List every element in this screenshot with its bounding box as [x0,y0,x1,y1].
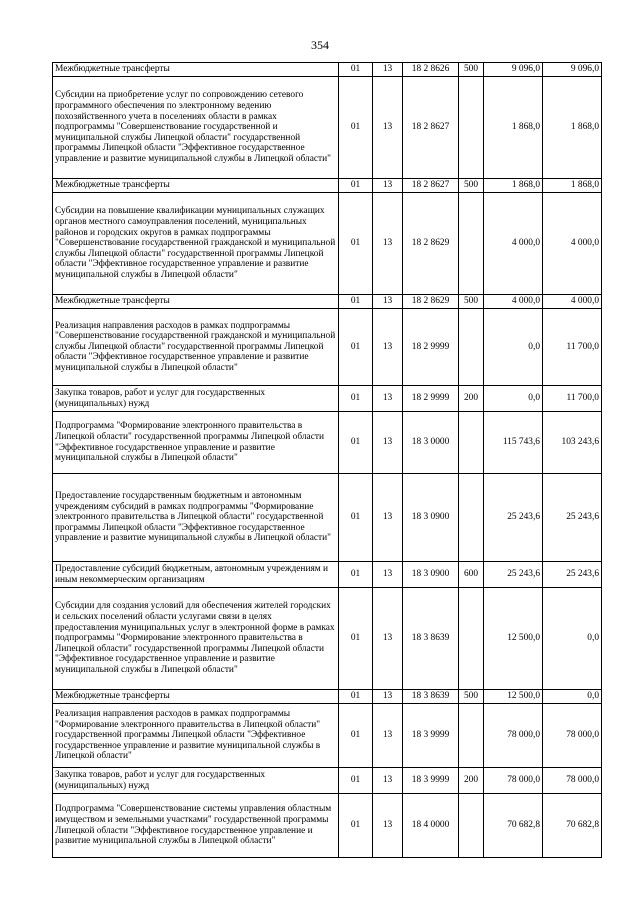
row-section: 01 [339,63,373,77]
row-name: Реализация направления расходов в рамках подпрограммы "Совершенствование государственной гражданской и муниципальной службы Липецкой области" государственной программы Липецкой области "Эффективное государственное управление и развитие муниципальной службы в Липецкой области" [53,309,339,386]
row-target-article: 18 3 0900 [403,474,459,562]
row-amount-1: 25 243,6 [484,562,543,588]
table-row [53,309,602,386]
table-row [53,179,602,193]
row-expense-type: 500 [459,690,484,704]
row-subsection: 13 [373,193,403,295]
row-expense-type: 500 [459,295,484,309]
row-expense-type [459,474,484,562]
table-row [53,412,602,474]
row-subsection: 13 [373,77,403,179]
row-expense-type: 200 [459,386,484,412]
row-expense-type: 200 [459,768,484,794]
row-target-article: 18 2 8627 [403,179,459,193]
row-target-article: 18 3 0900 [403,562,459,588]
row-amount-1: 25 243,6 [484,474,543,562]
row-expense-type: 500 [459,179,484,193]
row-section: 01 [339,193,373,295]
row-section: 01 [339,412,373,474]
row-name: Предоставление государственным бюджетным и автономным учреждениям субсидий в рамках подпрограммы "Формирование электронного правительства в Липецкой области" государственной программы Липецкой области "Эффективное государственное управление и развитие муниципальной службы в Липецкой области" [53,474,339,562]
row-name: Межбюджетные трансферты [53,295,339,309]
row-name: Субсидии на повышение квалификации муниципальных служащих органов местного самоуправления поселений, муниципальных районов и городских округов в рамках подпрограммы "Совершенствование государственной гражданской и муниципальной службы Липецкой области" государственной программы Липецкой области "Эффективное государственное управление и развитие муниципальной службы в Липецкой области" [53,193,339,295]
row-amount-1: 0,0 [484,386,543,412]
row-target-article: 18 2 8629 [403,193,459,295]
row-section: 01 [339,77,373,179]
table-row [53,295,602,309]
row-amount-1: 1 868,0 [484,179,543,193]
row-target-article: 18 3 0000 [403,412,459,474]
row-subsection: 13 [373,179,403,193]
row-expense-type: 500 [459,63,484,77]
row-section: 01 [339,562,373,588]
row-section: 01 [339,295,373,309]
row-amount-2: 11 700,0 [543,386,602,412]
budget-table [52,62,602,858]
row-amount-2: 11 700,0 [543,309,602,386]
row-target-article: 18 3 8639 [403,588,459,690]
row-amount-2: 103 243,6 [543,412,602,474]
table-row [53,588,602,690]
row-amount-2: 9 096,0 [543,63,602,77]
row-name: Подпрограмма "Совершенствование системы управления областным имуществом и земельными участками" государственной программы Липецкой области "Эффективное государственное управление и развитие муниципальной службы в Липецкой области" [53,794,339,858]
row-name: Межбюджетные трансферты [53,690,339,704]
row-section: 01 [339,768,373,794]
row-name: Межбюджетные трансферты [53,179,339,193]
row-section: 01 [339,309,373,386]
row-amount-1: 70 682,8 [484,794,543,858]
row-amount-2: 1 868,0 [543,179,602,193]
row-section: 01 [339,386,373,412]
row-amount-1: 12 500,0 [484,690,543,704]
row-subsection: 13 [373,295,403,309]
row-subsection: 13 [373,768,403,794]
row-amount-2: 78 000,0 [543,704,602,768]
row-amount-2: 70 682,8 [543,794,602,858]
row-section: 01 [339,474,373,562]
row-expense-type: 600 [459,562,484,588]
table-row [53,562,602,588]
row-target-article: 18 3 8639 [403,690,459,704]
row-expense-type [459,309,484,386]
row-target-article: 18 4 0000 [403,794,459,858]
row-target-article: 18 2 8626 [403,63,459,77]
row-subsection: 13 [373,588,403,690]
row-section: 01 [339,588,373,690]
row-amount-1: 1 868,0 [484,77,543,179]
row-name: Предоставление субсидий бюджетным, автономным учреждениям и иным некоммерческим организациям [53,562,339,588]
row-amount-2: 0,0 [543,690,602,704]
row-subsection: 13 [373,412,403,474]
table-row [53,704,602,768]
row-name: Реализация направления расходов в рамках подпрограммы "Формирование электронного правительства в Липецкой области" государственной программы Липецкой области "Эффективное государственное управление и развитие муниципальной службы в Липецкой области" [53,704,339,768]
page-number: 354 [311,38,329,52]
row-section: 01 [339,179,373,193]
row-target-article: 18 2 9999 [403,309,459,386]
row-name: Закупка товаров, работ и услуг для государственных (муниципальных) нужд [53,386,339,412]
row-section: 01 [339,704,373,768]
row-amount-1: 9 096,0 [484,63,543,77]
row-target-article: 18 3 9999 [403,704,459,768]
row-amount-2: 1 868,0 [543,77,602,179]
row-expense-type [459,412,484,474]
table-row [53,474,602,562]
row-amount-2: 0,0 [543,588,602,690]
row-subsection: 13 [373,794,403,858]
row-expense-type [459,193,484,295]
row-subsection: 13 [373,562,403,588]
row-name: Субсидии для создания условий для обеспечения жителей городских и сельских поселений области услугами связи в целях предоставления муниципальных услуг в электронной форме в рамках подпрограммы "Формирование электронного правительства в Липецкой области" государственной программы Липецкой области "Эффективное государственное управление и развитие муниципальной службы в Липецкой области" [53,588,339,690]
table-row [53,386,602,412]
row-amount-1: 78 000,0 [484,768,543,794]
row-amount-1: 115 743,6 [484,412,543,474]
table-row [53,768,602,794]
row-target-article: 18 2 8627 [403,77,459,179]
row-subsection: 13 [373,704,403,768]
table-row [53,794,602,858]
row-subsection: 13 [373,386,403,412]
row-target-article: 18 3 9999 [403,768,459,794]
table-row [53,77,602,179]
row-amount-2: 25 243,6 [543,562,602,588]
row-expense-type [459,77,484,179]
row-amount-2: 4 000,0 [543,193,602,295]
row-subsection: 13 [373,690,403,704]
row-section: 01 [339,690,373,704]
row-subsection: 13 [373,309,403,386]
row-amount-1: 4 000,0 [484,193,543,295]
row-target-article: 18 2 8629 [403,295,459,309]
row-amount-2: 4 000,0 [543,295,602,309]
row-name: Субсидии на приобретение услуг по сопровождению сетевого программного обеспечения по электронному ведению похозяйственного учета в поселениях области в рамках подпрограммы "Совершенствование государственной и муниципальной службы Липецкой области" государственной программы Липецкой области "Эффективное государственное управление и развитие муниципальной службы в Липецкой области" [53,77,339,179]
row-amount-1: 0,0 [484,309,543,386]
row-name: Межбюджетные трансферты [53,63,339,77]
table-row [53,193,602,295]
row-name: Закупка товаров, работ и услуг для государственных (муниципальных) нужд [53,768,339,794]
row-subsection: 13 [373,474,403,562]
row-amount-2: 78 000,0 [543,768,602,794]
row-subsection: 13 [373,63,403,77]
row-amount-2: 25 243,6 [543,474,602,562]
row-name: Подпрограмма "Формирование электронного правительства в Липецкой области" государственной программы Липецкой области "Эффективное государственное управление и развитие муниципальной службы в Липецкой области" [53,412,339,474]
row-amount-1: 78 000,0 [484,704,543,768]
row-target-article: 18 2 9999 [403,386,459,412]
row-expense-type [459,794,484,858]
table-row [53,690,602,704]
row-amount-1: 4 000,0 [484,295,543,309]
row-expense-type [459,704,484,768]
row-expense-type [459,588,484,690]
table-row [53,63,602,77]
row-section: 01 [339,794,373,858]
row-amount-1: 12 500,0 [484,588,543,690]
